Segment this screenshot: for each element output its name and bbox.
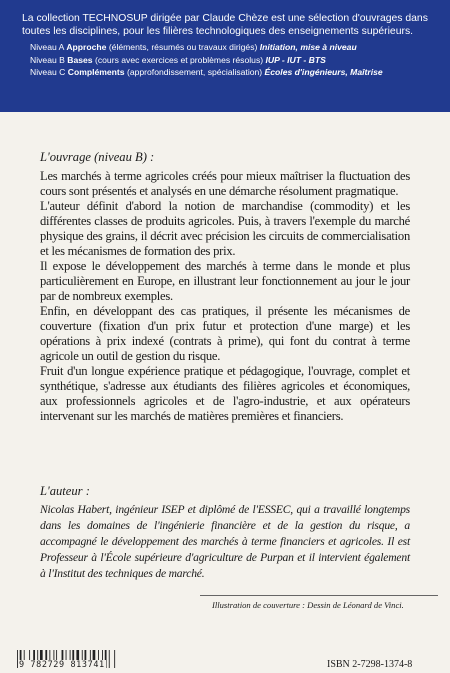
ouvrage-description — [40, 169, 410, 424]
level-desc: (éléments, résumés ou travaux dirigés) — [108, 42, 258, 52]
level-a — [22, 41, 442, 54]
level-name: Approche — [66, 42, 107, 52]
level-desc: (cours avec exercices et problèmes résolus) — [94, 54, 264, 65]
author-bio: Nicolas Habert, ingénieur ISEP et diplômé de l'ESSEC, qui a travaillé longtemps dans les domaines de l'ingénierie financière et de la gestion du risque, a accompagné le développement des marchés à terme financiers et agricoles. Il est Professeur à l'École supérieure d'agriculture de Purpan et il intervient également à l'Institut des techniques de marché. — [40, 503, 410, 580]
collection-banner — [0, 0, 450, 112]
level-b — [22, 54, 442, 67]
description-paragraph: Les marchés à terme agricoles créés pour mieux maîtriser la fluctuation des cours sont présentés et analysés en une démarche résolument pragmatique. — [40, 169, 410, 198]
level-desc: (approfondissement, spécialisation) — [126, 67, 263, 77]
auteur-heading: L'auteur : — [40, 484, 90, 498]
description-paragraph: Enfin, en développant des cas pratiques, il présente les mécanismes de couverture (fixation d'un prix futur et protection d'une marge) et les opérations à prix indexé (contrats à prime), qui font du contrat à terme agricole un outil de gestion du risque. — [40, 304, 410, 363]
level-label: Niveau B — [30, 54, 65, 65]
level-c — [22, 66, 442, 79]
level-target: IUP - IUT - BTS — [265, 54, 326, 65]
description-paragraph: Fruit d'un longue expérience pratique et pédagogique, l'ouvrage, complet et synthétique, s'adresse aux étudiants des filières agricoles et économiques, aux professionnels agricoles et de l'agro-industrie, et aux opérateurs intervenant sur les marchés de matières premières et financiers. — [40, 364, 410, 423]
cover-credit: Illustration de couverture : Dessin de Léonard de Vinci. — [212, 600, 404, 610]
level-name: Compléments — [67, 67, 125, 77]
level-label: Niveau A — [30, 42, 64, 52]
isbn-number: ISBN 2-7298-1374-8 — [327, 659, 413, 670]
ouvrage-heading: L'ouvrage (niveau B) : — [40, 150, 155, 164]
level-name: Bases — [67, 54, 93, 65]
description-paragraph: Il expose le développement des marchés à terme dans le monde et plus particulièrement en Europe, en illustrant leur fonctionnement au jour le jour par de nombreux exemples. — [40, 259, 410, 303]
collection-intro: La collection TECHNOSUP dirigée par Claude Chèze est une sélection d'ouvrages dans toutes les disciplines, pour les filières technologiques des enseignements supérieurs. — [22, 13, 428, 37]
level-target: Écoles d'ingénieurs, Maîtrise — [264, 67, 383, 77]
level-label: Niveau C — [30, 67, 66, 77]
barcode-number: 9 782729 813741 — [19, 660, 105, 670]
back-cover-content — [0, 112, 450, 673]
description-paragraph: L'auteur définit d'abord la notion de marchandise (commodity) et les différentes classes de produits agricoles. Puis, à travers l'exemple du marché physique des grains, il décrit avec précision les circuits de commercialisation et les mécanismes de formation des prix. — [40, 199, 410, 258]
credit-divider — [200, 595, 438, 596]
levels-list — [22, 41, 442, 79]
level-target: Initiation, mise à niveau — [259, 42, 357, 52]
